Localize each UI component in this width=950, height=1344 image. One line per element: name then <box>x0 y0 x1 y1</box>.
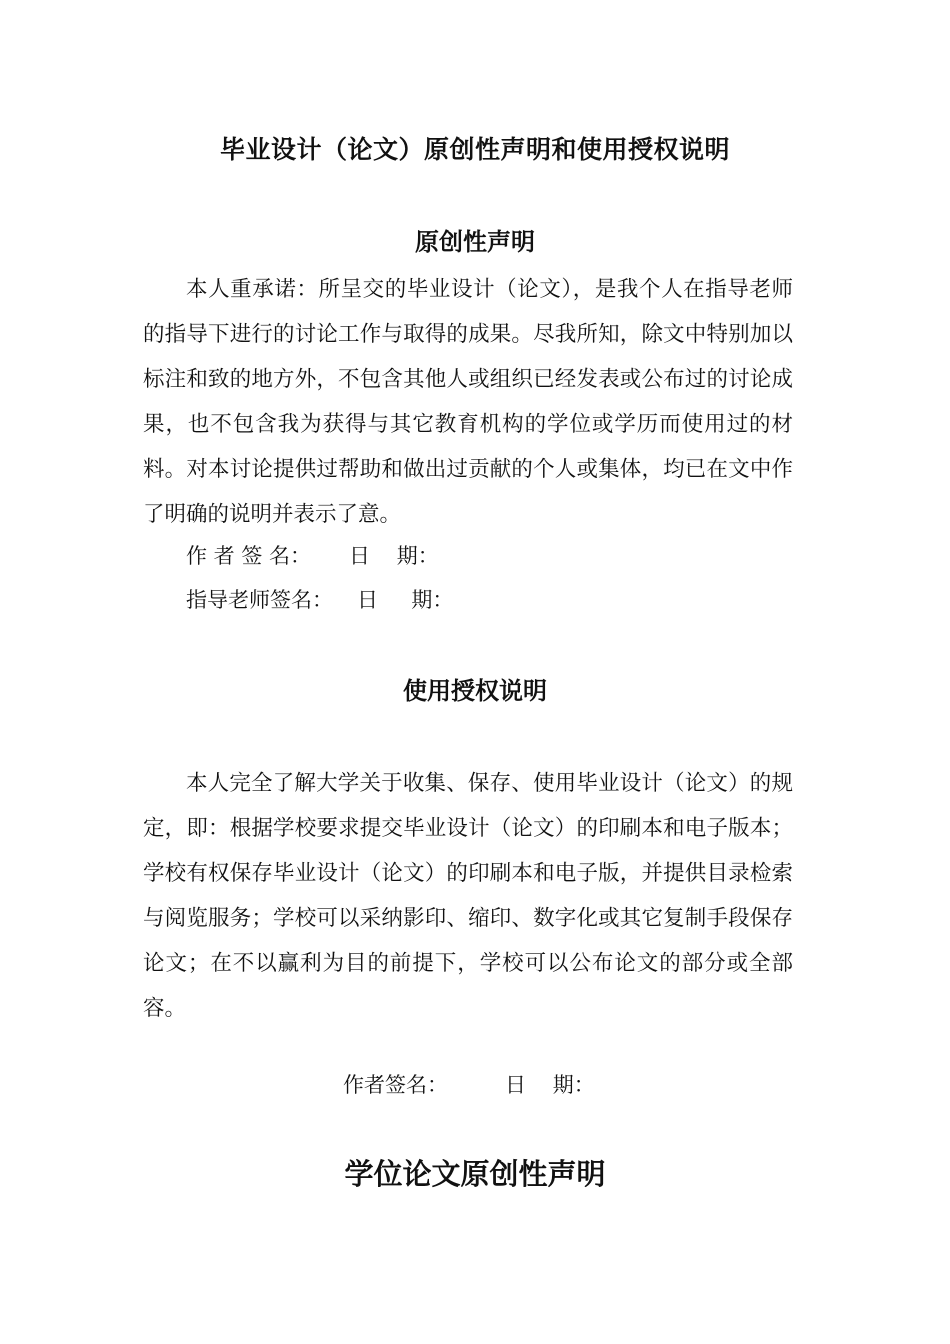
authorization-section-title: 使用授权说明 <box>403 677 547 705</box>
advisor-signature-label: 指导老师签名： <box>186 588 333 612</box>
authorization-author-signature-label: 作者签名： <box>343 1073 448 1097</box>
author-signature-label: 作 者 签 名： <box>186 544 312 568</box>
advisor-date-label: 日 期： <box>357 588 454 612</box>
authorization-date-label: 日 期： <box>505 1073 595 1097</box>
document-title: 毕业设计（论文）原创性声明和使用授权说明 <box>219 135 730 164</box>
originality-section-title: 原创性声明 <box>415 228 535 256</box>
degree-thesis-title: 学位论文原创性声明 <box>344 1157 606 1191</box>
author-date-label: 日 期： <box>349 544 439 568</box>
originality-statement-paragraph: 本人重承诺：所呈交的毕业设计（论文），是我个人在指导老师的指导下进行的讨论工作与取得的成果。尽我所知，除文中特别加以标注和致的地方外，不包含其他人或组织已经发表或公布过的讨论成果，也不包含我为获得与其它教育机构的学位或学历而使用过的材料。对本讨论提供过帮助和做出过贡献的个人或集体，均已在文中作了明确的说明并表示了意。 <box>143 277 793 527</box>
authorization-statement-paragraph: 本人完全了解大学关于收集、保存、使用毕业设计（论文）的规定，即：根据学校要求提交毕业设计（论文）的印刷本和电子版本；学校有权保存毕业设计（论文）的印刷本和电子版，并提供目录检索与阅览服务；学校可以采纳影印、缩印、数字化或其它复制手段保存论文；在不以赢利为目的前提下，学校可以公布论文的部分或全部容。 <box>143 771 793 1021</box>
